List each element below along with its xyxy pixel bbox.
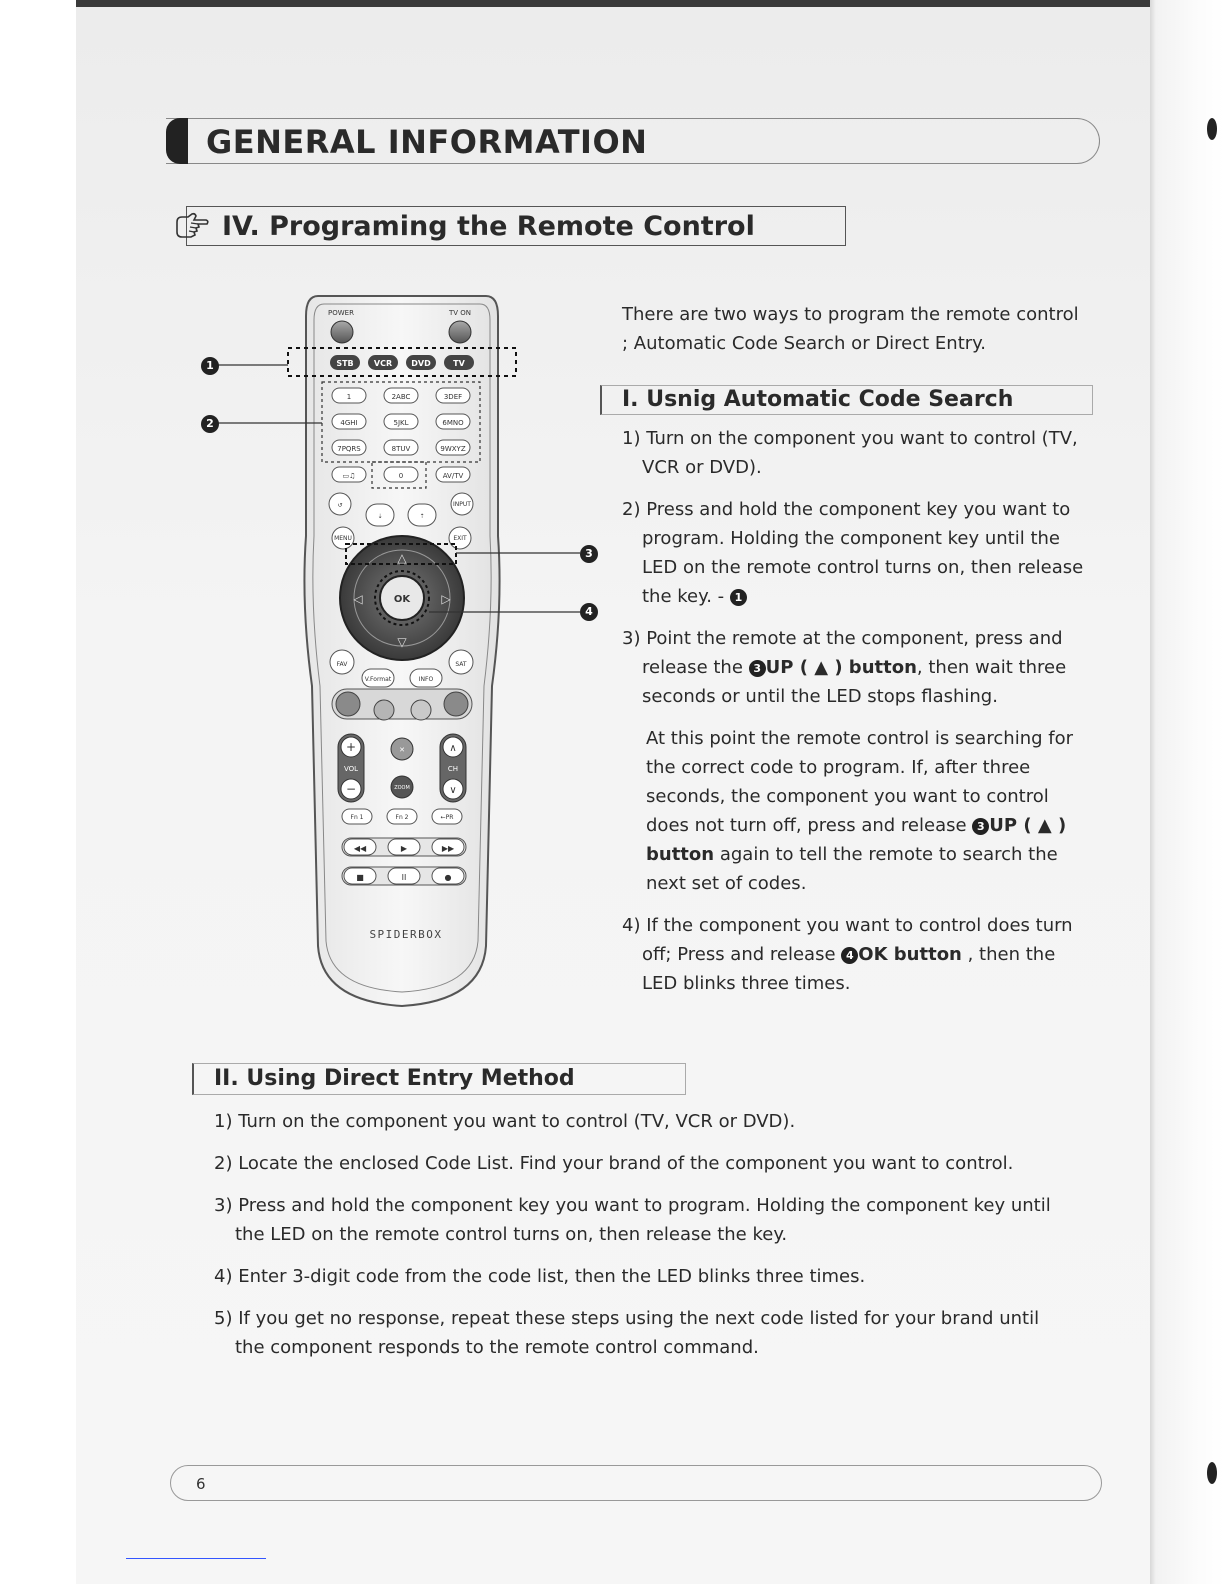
book-spine — [1150, 0, 1224, 1584]
direct-step-2: 2) Locate the enclosed Code List. Find your brand of the component you want to control. — [214, 1153, 1014, 1174]
svg-text:■: ■ — [356, 873, 364, 882]
remote-menu-key: MENU — [334, 535, 352, 542]
spine-mark-top — [1207, 118, 1217, 140]
svg-text:∨: ∨ — [449, 785, 457, 796]
page-number: 6 — [196, 1475, 206, 1493]
page-header-title: GENERAL INFORMATION — [206, 123, 648, 161]
footer-frame — [170, 1465, 1102, 1501]
remote-fn2-key: Fn 2 — [395, 814, 409, 821]
remote-vformat-key: V.Format — [364, 676, 392, 683]
remote-key-8: 8TUV — [391, 445, 411, 453]
svg-text:△: △ — [397, 551, 407, 565]
remote-pr-key: ←PR — [440, 814, 454, 821]
callout-2: 2 — [201, 415, 219, 433]
callout-1: 1 — [201, 357, 219, 375]
remote-vcr-key: VCR — [373, 359, 393, 368]
remote-brand-logo: SPIDERBOX — [369, 928, 443, 941]
remote-info-key: INFO — [418, 676, 434, 683]
remote-zoom-key: ZOOM — [394, 785, 410, 791]
remote-fn1-key: Fn 1 — [350, 814, 364, 821]
svg-text:∧: ∧ — [449, 743, 457, 754]
svg-text:II: II — [401, 873, 407, 882]
svg-text:▽: ▽ — [397, 635, 407, 649]
remote-ok-label: OK — [393, 594, 411, 605]
remote-key-0: 0 — [398, 472, 404, 480]
svg-text:▷: ▷ — [441, 592, 451, 606]
remote-power-label: POWER — [328, 309, 354, 317]
auto-step-3: 3) Point the remote at the component, press and release the 3 UP ( ▲ ) button, then wait three seconds or until the LED stops flashing. — [622, 628, 1067, 707]
remote-tvon-button — [449, 321, 471, 343]
scan-edge-top — [76, 0, 1224, 7]
svg-text:◀◀: ◀◀ — [353, 844, 367, 853]
direct-step-1: 1) Turn on the component you want to control (TV, VCR or DVD). — [214, 1111, 796, 1132]
intro-paragraph: There are two ways to program the remote control ; Automatic Code Search or Direct Entry. — [622, 304, 1079, 354]
remote-key-avtv: AV/TV — [442, 472, 464, 480]
auto-search-steps — [622, 424, 1092, 1011]
direct-step-4: 4) Enter 3-digit code from the code list, then the LED blinks three times. — [214, 1266, 866, 1287]
remote-control-illustration — [196, 286, 602, 1016]
scan-margin-left — [0, 0, 76, 1584]
direct-entry-title: II. Using Direct Entry Method — [214, 1066, 575, 1091]
remote-vol-label: VOL — [343, 765, 359, 773]
section-title: IV. Programing the Remote Control — [222, 211, 755, 242]
remote-key-5: 5JKL — [393, 419, 409, 427]
remote-key-9: 9WXYZ — [440, 445, 466, 453]
remote-fav-key: FAV — [336, 661, 348, 668]
callout-3: 3 — [580, 545, 598, 563]
spine-mark-bottom — [1207, 1462, 1217, 1484]
scan-artifact-line — [126, 1558, 266, 1559]
remote-key-3: 3DEF — [443, 393, 463, 401]
auto-step-2: 2) Press and hold the component key you want to program. Holding the component key until the LED on the remote control turns on, then release the key. - 1 — [622, 499, 1084, 607]
direct-entry-steps — [214, 1107, 1054, 1375]
remote-input-key: INPUT — [453, 501, 471, 508]
remote-key-7: 7PQRS — [337, 445, 361, 453]
remote-key-6: 6MNO — [442, 419, 464, 427]
remote-key-4: 4GHI — [340, 419, 358, 427]
direct-step-5: 5) If you get no response, repeat these steps using the next code listed for your brand until the component responds to the remote control command. — [214, 1308, 1040, 1358]
header-tab — [166, 118, 188, 164]
remote-tv-key: TV — [453, 359, 465, 368]
remote-dvd-key: DVD — [411, 359, 431, 368]
svg-text:⇣: ⇣ — [377, 513, 383, 520]
auto-step-1: 1) Turn on the component you want to control (TV, VCR or DVD). — [622, 428, 1078, 478]
svg-text:◁: ◁ — [353, 592, 363, 606]
remote-sat-key: SAT — [455, 661, 467, 668]
svg-text:▭♫: ▭♫ — [342, 472, 356, 480]
direct-step-3: 3) Press and hold the component key you want to program. Holding the component key until the LED on the remote control turns on, then release the key. — [214, 1195, 1051, 1245]
svg-text:▶: ▶ — [400, 844, 408, 853]
remote-exit-key: EXIT — [453, 535, 467, 542]
remote-key-1: 1 — [346, 393, 352, 401]
auto-search-title: I. Usnig Automatic Code Search — [622, 387, 1014, 412]
svg-text:✕: ✕ — [399, 746, 405, 754]
remote-stb-key: STB — [336, 359, 354, 368]
auto-step-4: 4) If the component you want to control does turn off; Press and release 4 OK button , then the LED blinks three times. — [622, 915, 1073, 994]
callout-4: 4 — [580, 603, 598, 621]
svg-text:●: ● — [444, 873, 452, 882]
svg-text:+: + — [345, 740, 357, 754]
remote-key-2: 2ABC — [391, 393, 411, 401]
ref-callout-1: 1 — [730, 589, 747, 606]
svg-text:−: − — [345, 782, 357, 796]
auto-step-3-note: At this point the remote control is searching for the correct code to program. If, after three seconds, the component you want to control does not turn off, press and release 3 UP ( ▲ ) button again to tell the remote to search the next set of codes. — [646, 728, 1074, 894]
pointing-hand-icon — [174, 212, 210, 242]
remote-power-button — [331, 321, 353, 343]
svg-text:▶▶: ▶▶ — [441, 844, 455, 853]
svg-text:↺: ↺ — [337, 502, 343, 509]
svg-text:⇡: ⇡ — [419, 513, 425, 520]
remote-tvon-label: TV ON — [449, 309, 472, 317]
remote-ch-label: CH — [447, 765, 459, 773]
